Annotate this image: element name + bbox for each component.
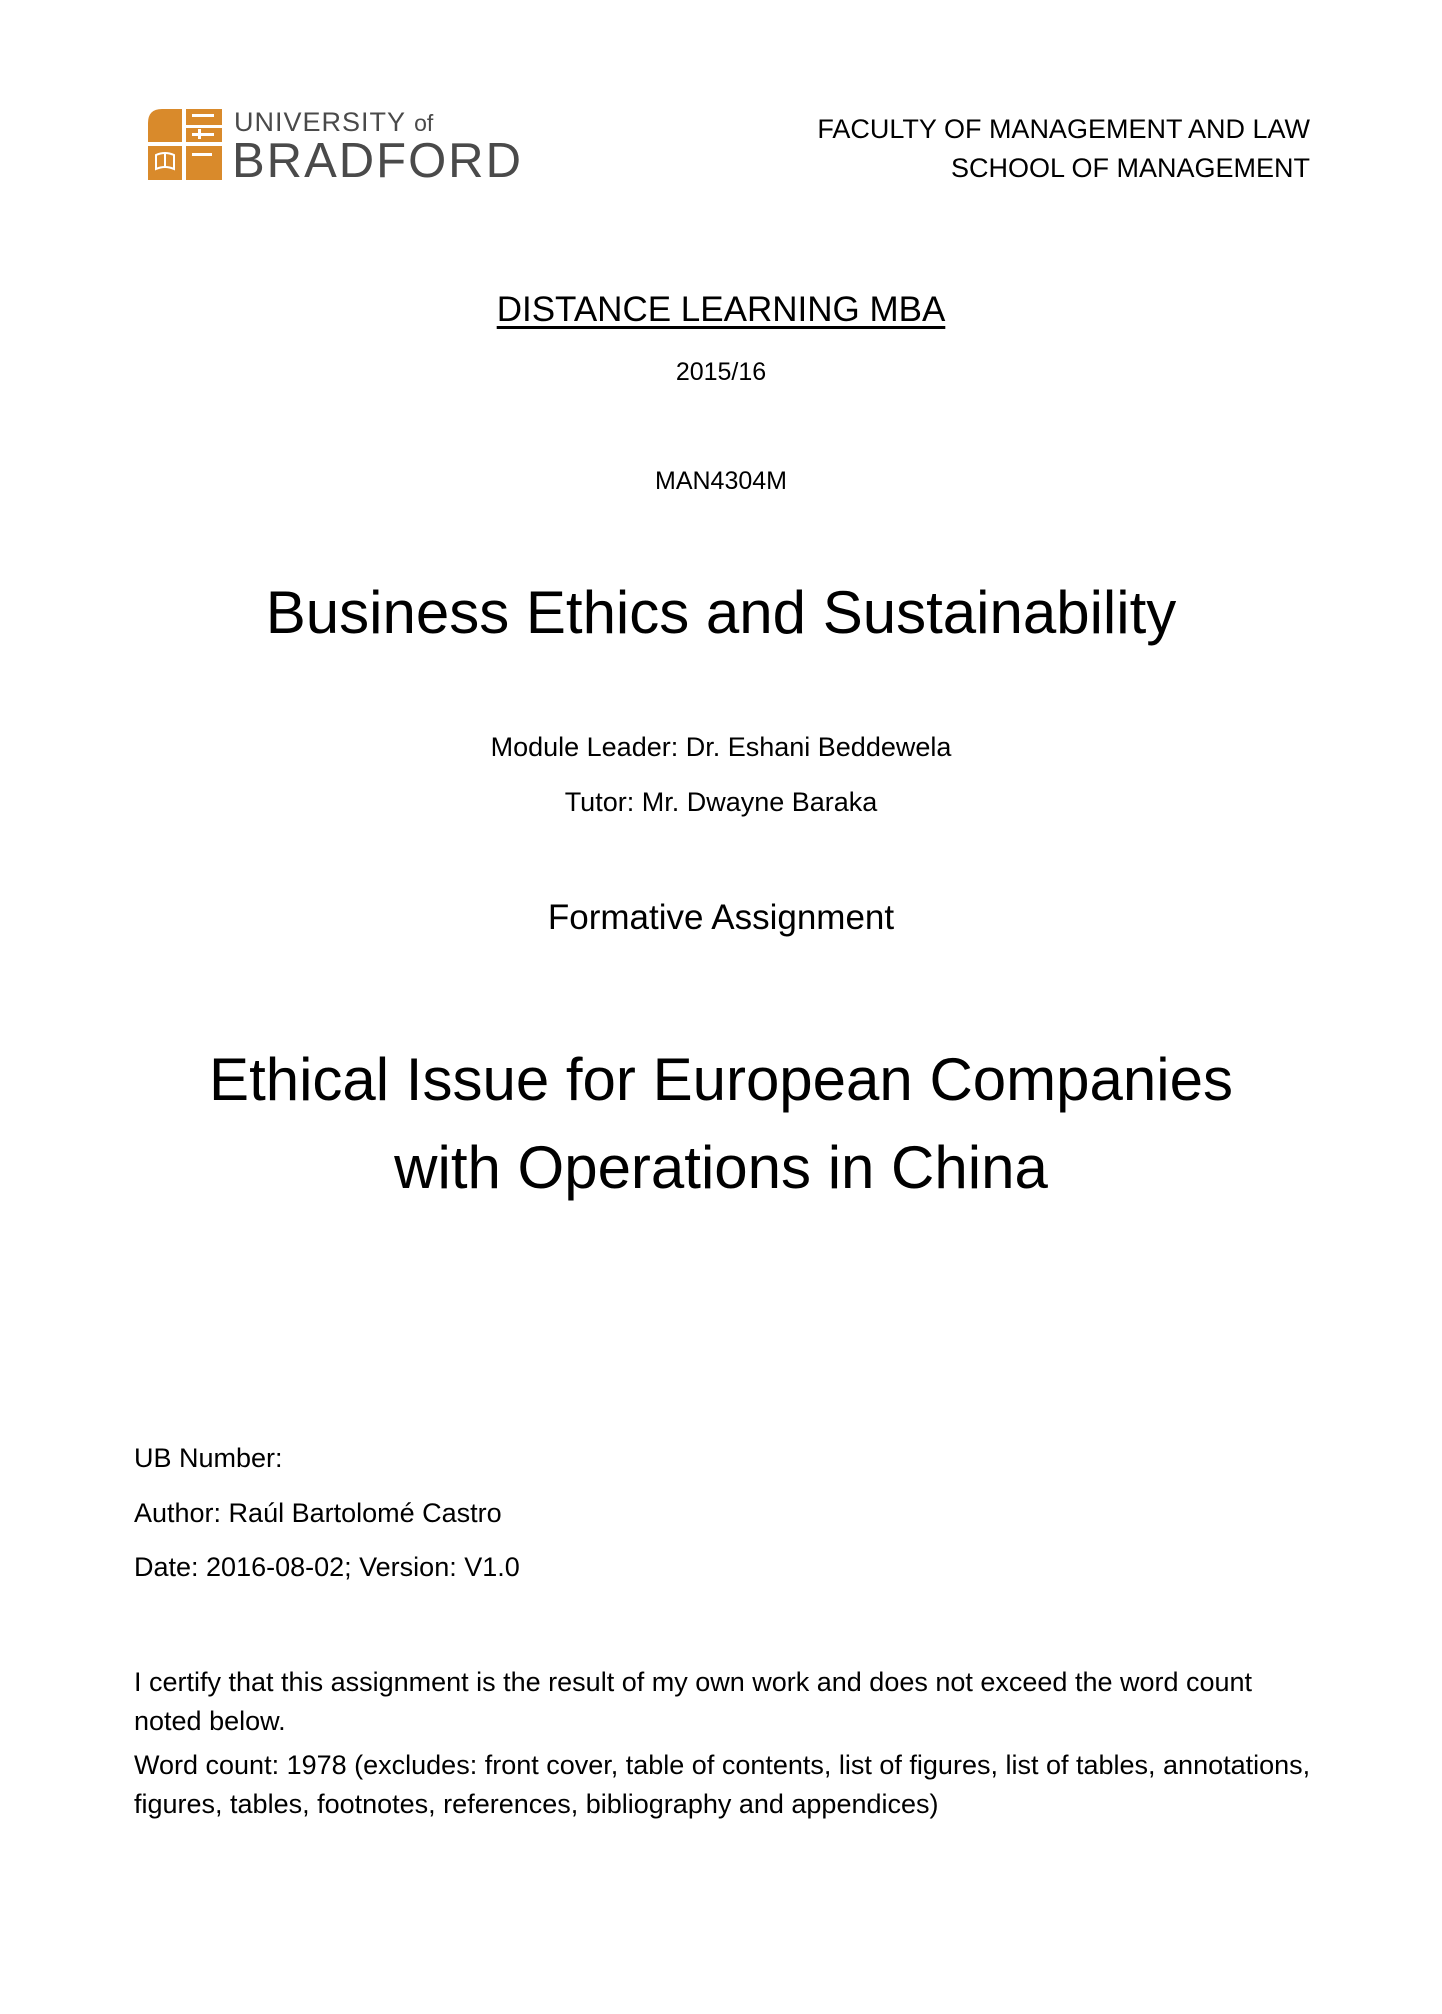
faculty-heading bbox=[817, 110, 1310, 188]
logo-line1: UNIVERSITY bbox=[234, 107, 406, 137]
assignment-title bbox=[0, 1036, 1442, 1212]
module-code: MAN4304M bbox=[655, 467, 787, 495]
program-title: DISTANCE LEARNING MBA bbox=[496, 290, 946, 329]
assignment-title-line1: Ethical Issue for European Companies bbox=[209, 1046, 1233, 1113]
assignment-title-line2: with Operations in China bbox=[394, 1134, 1048, 1201]
module-title: Business Ethics and Sustainability bbox=[265, 579, 1177, 646]
certification-statement: I certify that this assignment is the result of my own work and does not exceed the word count noted below. bbox=[134, 1667, 1253, 1736]
school-line: SCHOOL OF MANAGEMENT bbox=[950, 153, 1310, 183]
assignment-type: Formative Assignment bbox=[547, 898, 895, 937]
university-crest-icon bbox=[148, 109, 222, 180]
academic-year: 2015/16 bbox=[675, 358, 767, 386]
logo-line1-of: of bbox=[414, 110, 434, 136]
university-logo bbox=[148, 103, 523, 188]
ub-number: UB Number: bbox=[134, 1443, 283, 1473]
author: Author: Raúl Bartolomé Castro bbox=[134, 1498, 502, 1528]
date-version: Date: 2016-08-02; Version: V1.0 bbox=[134, 1552, 520, 1582]
tutor-name: Tutor: Mr. Dwayne Baraka bbox=[564, 787, 878, 817]
module-leader: Module Leader: Dr. Eshani Beddewela bbox=[490, 732, 952, 762]
logo-bradford-text: BRADFORD bbox=[232, 134, 523, 188]
faculty-line: FACULTY OF MANAGEMENT AND LAW bbox=[817, 114, 1310, 144]
word-count: Word count: 1978 (excludes: front cover, table of contents, list of figures, list of tables, annotations, figures, tables, footnotes, references, bibliography and appendices) bbox=[134, 1750, 1311, 1819]
